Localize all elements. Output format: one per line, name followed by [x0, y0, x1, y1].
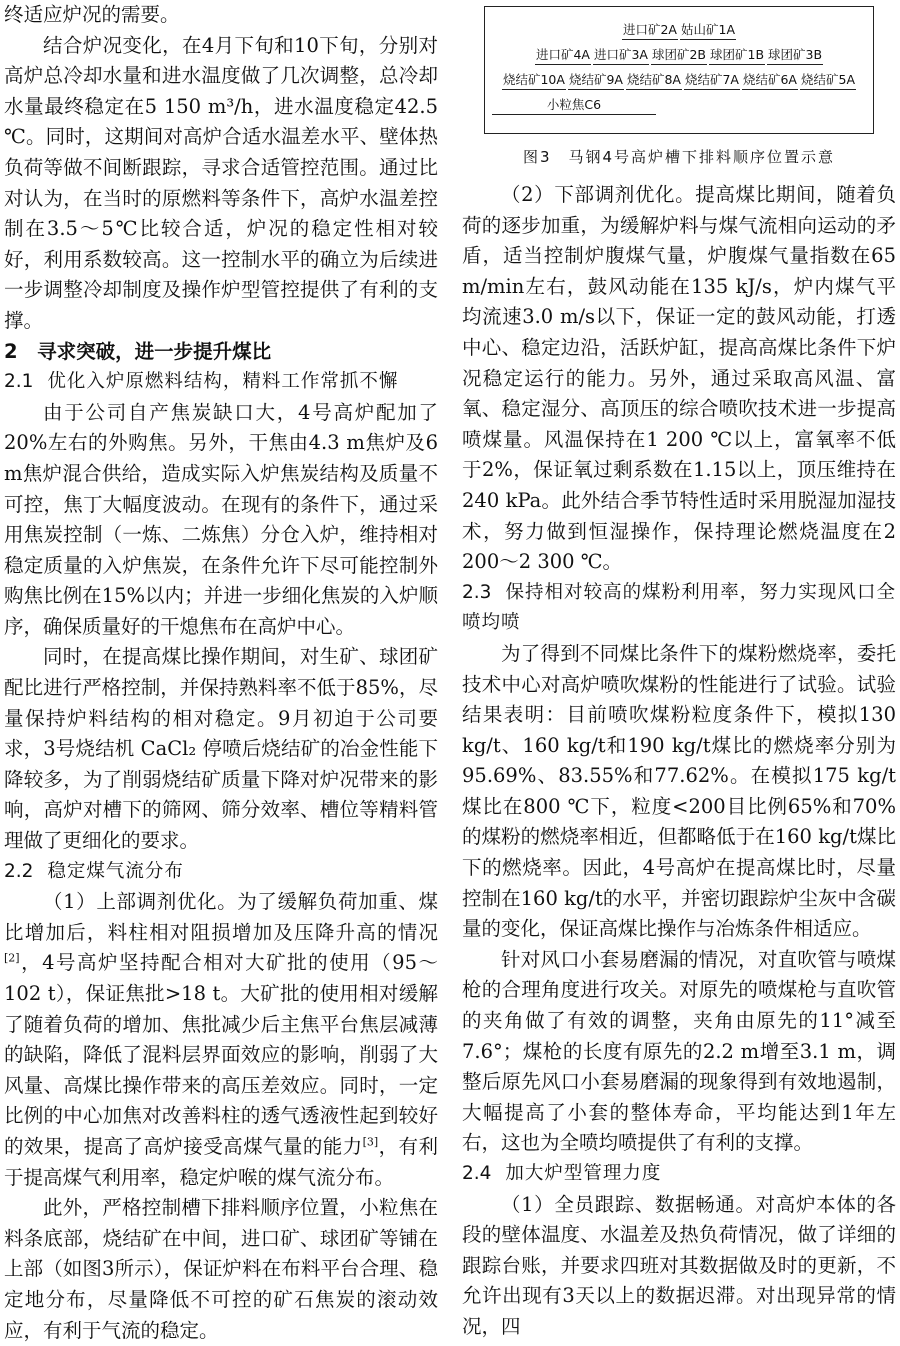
ore-label: 球团矿2B [651, 45, 707, 65]
ore-label: 进口矿4A [535, 45, 591, 65]
subsection-title: 优化入炉原燃料结构，精料工作常抓不懈 [47, 371, 399, 393]
citation-ref[interactable]: [3] [362, 1135, 379, 1149]
paragraph-text: （1）上部调剂优化。为了缓解负荷加重、煤比增加后，料柱相对阻损增加及压降升高的情况 [4, 890, 438, 944]
ore-label: 姑山矿1A [680, 20, 736, 40]
subsection-heading-2-2 [4, 857, 438, 888]
section-heading-2: 2 寻求突破，进一步提升煤比 [4, 339, 272, 363]
figure-3-diagram [484, 6, 874, 134]
paragraph-2-4-a: （1）全员跟踪、数据畅通。对高炉本体的各段的壁体温度、水温差及热负荷情况，做了详细的跟踪台账，并要求四班对其数据做及时的更新，不允许出现有3天以上的数据迟滞。对出现异常的情况，四 [462, 1192, 896, 1338]
ore-label: 球团矿3B [767, 45, 823, 65]
ore-label: 烧结矿6A [742, 70, 798, 90]
paragraph-cooling: 结合炉况变化，在4月下旬和10下旬，分别对高炉总冷却水量和进水温度做了几次调整，总冷却水量最终稳定在5 150 m³/h，进水温度稳定42.5 ℃。同时，这期间对高炉合适水温差水平、壁体热负荷等做不间断跟踪，寻求合适管控范围。通过比对认为，在当时的原燃料等条件下，高炉水温差控制在3.5～5℃比较合适，炉况的稳定性相对较好，利用系数较高。这一控制水平的确立为后续进一步调整冷却制度及操作炉型管控提供了有利的支撑。 [4, 33, 438, 332]
paragraph-text: ，4号高炉坚持配合相对大矿批的使用（95～102 t），保证焦批>18 t。大矿批的使用相对缓解了随着负荷的增加、焦批减少后主焦平台焦层减薄的缺陷，降低了混料层界面效应的影响，削弱了大风量、高煤比操作带来的高压差效应。同时，一定比例的中心加焦对改善料柱的透气透液性起到较好的效果，提高了高炉接受高煤气量的能力 [4, 951, 438, 1158]
subsection-number: 2.2 [4, 860, 34, 882]
citation-ref[interactable]: [2] [4, 951, 20, 965]
subsection-title: 稳定煤气流分布 [47, 860, 184, 882]
right-column [462, 0, 896, 1343]
ore-label: 烧结矿8A [626, 70, 682, 90]
ore-label: 烧结矿5A [800, 70, 856, 90]
figure-row-sinter [485, 70, 873, 90]
figure-row-pellet [485, 45, 873, 65]
subsection-heading-2-4 [462, 1159, 896, 1190]
subsection-title: 加大炉型管理力度 [505, 1163, 662, 1184]
left-column [4, 0, 438, 1346]
paragraph-text: ，有利于提高煤气利用率，稳定炉喉的煤气流分布。 [4, 1134, 438, 1189]
subsection-number: 2.1 [4, 371, 34, 393]
ore-label: 进口矿3A [593, 45, 649, 65]
paragraph-2-3-a: 为了得到不同煤比条件下的煤粉燃烧率，委托技术中心对高炉喷吹煤粉的性能进行了试验。试验结果表明：目前喷吹煤粉粒度条件下，模拟130 kg/t、160 kg/t和190 kg/t煤比的燃烧率分别为95.69%、83.55%和77.62%。在模拟175 kg/t煤比在800 ℃下，粒度<200目比例65%和70%的煤粉的燃烧率相近，但都略低于在160 kg/t煤比下的燃烧率。因此，4号高炉在提高煤比时，尽量控制在160 kg/t的水平，并密切跟踪炉尘灰中含碳量的变化，保证高煤比操作与冶炼条件相适应。 [462, 641, 896, 941]
subsection-number: 2.4 [462, 1163, 492, 1184]
figure-row-coke [485, 95, 873, 115]
paragraph-2-1-b: 同时，在提高煤比操作期间，对生矿、球团矿配比进行严格控制，并保持熟料率不低于85%，尽量保持炉料结构的相对稳定。9月初迫于公司要求，3号烧结机 CaCl₂ 停喷后烧结矿的冶金性能下降较多，为了削弱烧结矿质量下降对炉况带来的影响，高炉对槽下的筛网、筛分效率、槽位等精料管理做了更细化的要求。 [4, 645, 438, 853]
ore-label: 小粒焦C6 [492, 95, 656, 115]
subsection-heading-2-1 [4, 367, 438, 398]
subsection-number: 2.3 [462, 581, 492, 603]
ore-label: 烧结矿10A [502, 70, 566, 90]
figure-row-imported-ore [485, 20, 873, 40]
paragraph-2-2-c: （2）下部调剂优化。提高煤比期间，随着负荷的逐步加重，为缓解炉料与煤气流相向运动的矛盾，适当控制炉腹煤气量，炉腹煤气量指数在65 m/min左右，鼓风动能在135 kJ/s，炉内煤气平均流速3.0 m/s以下，保证一定的鼓风动能，打透中心、稳定边沿，活跃炉缸，提高高煤比条件下炉况稳定运行的能力。另外，通过采取高风温、富氧、稳定湿分、高顶压的综合喷吹技术进一步提高喷煤量。风温保持在1 200 ℃以上，富氧率不低于2%，保证氧过剩系数在1.15以上，顶压维持在240 kPa。此外结合季节特性适时采用脱湿加湿技术，努力做到恒湿操作，保持理论燃烧温度在2 200～2 300 ℃。 [462, 183, 896, 574]
subsection-title: 保持相对较高的煤粉利用率，努力实现风口全喷均喷 [462, 581, 896, 634]
ore-label: 烧结矿7A [684, 70, 740, 90]
paragraph-2-1-a: 由于公司自产焦炭缺口大，4号高炉配加了20%左右的外购焦。另外，干焦由4.3 m焦炉及6 m焦炉混合供给，造成实际入炉焦炭结构及质量不可控，焦丁大幅度波动。在现有的条件下，通过采用焦炭控制（一炼、二炼焦）分仓入炉，维持相对稳定质量的入炉焦炭，在条件允许下尽可能控制外购焦比例在15%以内；并进一步细化焦炭的入炉顺序，确保质量好的干熄焦布在高炉中心。 [4, 400, 438, 638]
ore-label: 进口矿2A [622, 20, 678, 40]
paragraph-2-2-b: 此外，严格控制槽下排料顺序位置，小粒焦在料条底部，烧结矿在中间，进口矿、球团矿等铺在上部（如图3所示），保证炉料在布料平台合理、稳定地分布，尽量降低不可控的矿石焦炭的滚动效应，有利于气流的稳定。 [4, 1196, 438, 1342]
paragraph-2-2-a [4, 887, 438, 1193]
subsection-heading-2-3 [462, 578, 896, 639]
paragraph-top: 终适应炉况的需要。 [4, 3, 180, 26]
ore-label: 烧结矿9A [568, 70, 624, 90]
paragraph-2-3-b: 针对风口小套易磨漏的情况，对直吹管与喷煤枪的合理角度进行攻关。对原先的喷煤枪与直吹管的夹角做了有效的调整，夹角由原先的11°减至7.6°；煤枪的长度有原先的2.2 m增至3.1 m，调整后原先风口小套易磨漏的现象得到有效地遏制，大幅提高了小套的整体寿命，平均能达到1年左右，这也为全喷均喷提供了有利的支撑。 [462, 947, 896, 1155]
ore-label: 球团矿1B [709, 45, 765, 65]
figure-caption: 图3 马钢4号高炉槽下排料顺序位置示意 [522, 148, 836, 166]
